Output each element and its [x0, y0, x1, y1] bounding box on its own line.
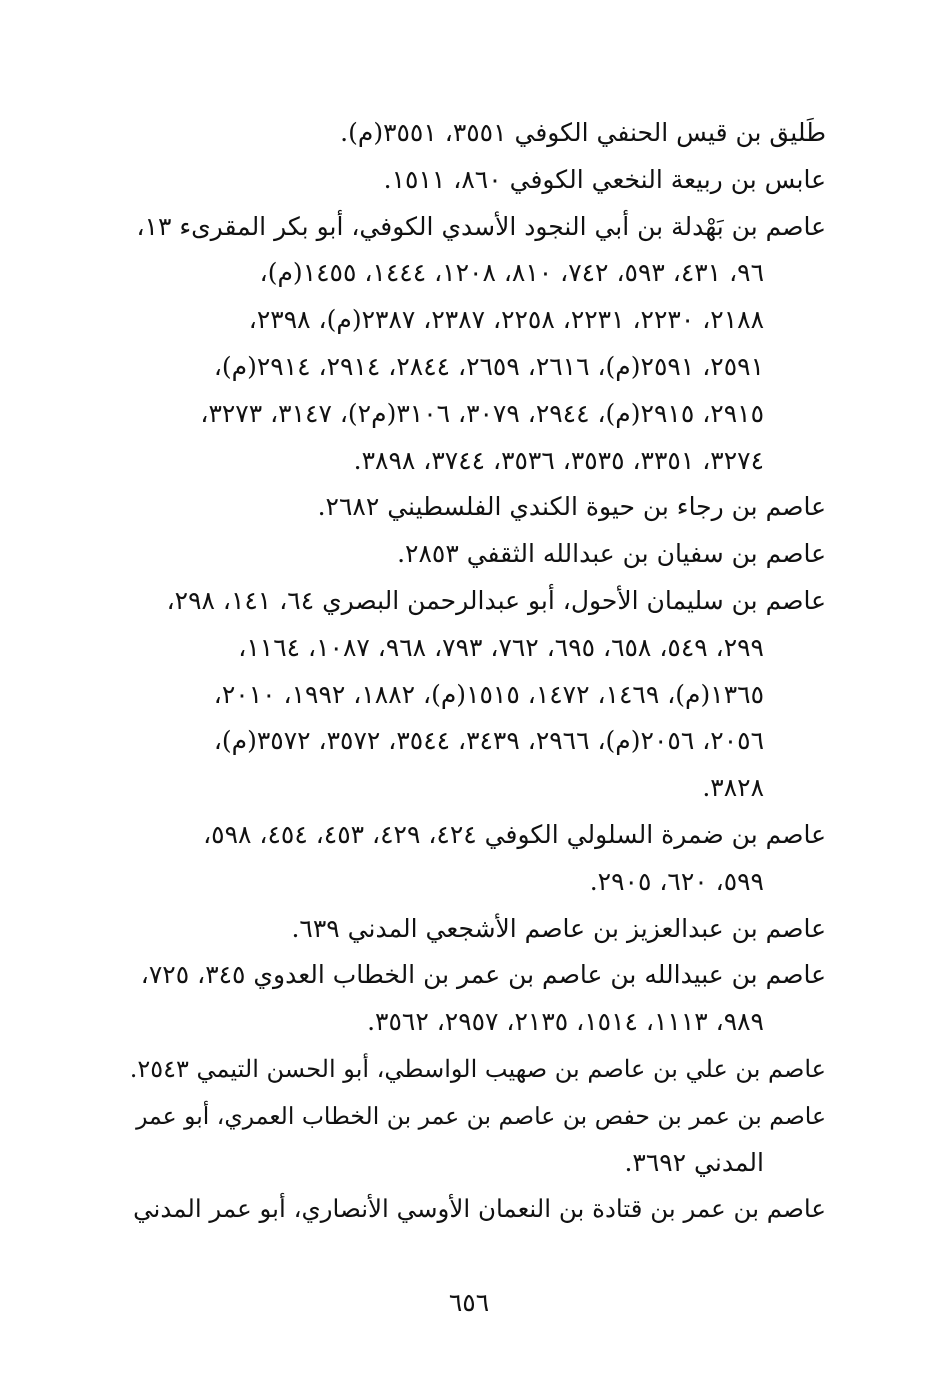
entry-name-line: عاصم بن عمر بن حفص بن عاصم بن عمر بن الخطاب العمري، أبو عمر: [136, 1101, 826, 1130]
entry-name-line: عاصم بن علي بن عاصم بن صهيب الواسطي، أبو الحسن التيمي ٢٥٤٣.: [129, 1054, 826, 1083]
index-entry: [126, 578, 826, 812]
entry-references-line: ٢٩١٥، ٢٩١٥(م)، ٢٩٤٤، ٣٠٧٩، ٣١٠٦(م٢)، ٣١٤٧، ٣٢٧٣،: [200, 398, 764, 428]
entry-name-line: عاصم بن رجاء بن حيوة الكندي الفلسطيني ٢٦٨٢.: [317, 492, 826, 522]
entry-references-line: ٢٥٩١، ٢٥٩١(م)، ٢٦١٦، ٢٦٥٩، ٢٨٤٤، ٢٩١٤، ٢٩١٤(م)،: [213, 351, 764, 381]
entry-name-line: عاصم بن سفيان بن عبدالله الثقفي ٢٨٥٣.: [397, 539, 826, 569]
entry-references-line: ٣٨٢٨.: [702, 773, 764, 803]
index-entry: [126, 1046, 826, 1093]
entry-references-line: ٢٩٩، ٥٤٩، ٦٥٨، ٦٩٥، ٧٦٢، ٧٩٣، ٩٦٨، ١٠٨٧، ١١٦٤،: [238, 632, 764, 662]
entry-name-line: عاصم بن عمر بن قتادة بن النعمان الأوسي الأنصاري، أبو عمر المدني: [133, 1194, 826, 1224]
entry-name-line: عاصم بن سليمان الأحول، أبو عبدالرحمن البصري ٦٤، ١٤١، ٢٩٨،: [166, 585, 826, 615]
index-entry: [126, 110, 826, 157]
entry-references-line: ٩٨٩، ١١١٣، ١٥١٤، ٢١٣٥، ٢٩٥٧، ٣٥٦٢.: [367, 1007, 764, 1037]
entry-name-line: عاصم بن عبيدالله بن عاصم بن عمر بن الخطاب العدوي ٣٤٥، ٧٢٥،: [140, 960, 826, 990]
narrator-index-list: [126, 110, 826, 1233]
index-entry: [126, 531, 826, 578]
index-entry: [126, 204, 826, 485]
index-entry: [126, 812, 826, 906]
index-entry: [126, 952, 826, 1046]
entry-references-line: ٩٦، ٤٣١، ٥٩٣، ٧٤٢، ٨١٠، ١٢٠٨، ١٤٤٤، ١٤٥٥(م)،: [259, 258, 764, 288]
entry-references-line: ٢٠٥٦، ٢٠٥٦(م)، ٢٩٦٦، ٣٤٣٩، ٣٥٤٤، ٣٥٧٢، ٣٥٧٢(م)،: [213, 726, 764, 756]
entry-name-line: عاصم بن عبدالعزيز بن عاصم الأشجعي المدني ٦٣٩.: [291, 913, 826, 943]
entry-references-line: ٥٩٩، ٦٢٠، ٢٩٠٥.: [589, 866, 764, 896]
entry-references-line: ٣٢٧٤، ٣٣٥١، ٣٥٣٥، ٣٥٣٦، ٣٧٤٤، ٣٨٩٨.: [353, 445, 764, 475]
entry-name-line: عاصم بن بَهْدلة بن أبي النجود الأسدي الكوفي، أبو بكر المقرىء ١٣،: [136, 211, 826, 241]
index-entry: [126, 1186, 826, 1233]
index-entry: [126, 157, 826, 204]
entry-name-line: عاصم بن ضمرة السلولي الكوفي ٤٢٤، ٤٢٩، ٤٥٣، ٤٥٤، ٥٩٨،: [203, 819, 826, 849]
entry-references-line: ١٣٦٥(م)، ١٤٦٩، ١٤٧٢، ١٥١٥(م)، ١٨٨٢، ١٩٩٢، ٢٠١٠،: [213, 679, 764, 709]
page-number: ٦٥٦: [448, 1288, 490, 1317]
entry-name-line: عابس بن ربيعة النخعي الكوفي ٨٦٠، ١٥١١.: [383, 164, 826, 194]
entry-references-line: المدني ٣٦٩٢.: [624, 1147, 764, 1177]
entry-name-line: طَليق بن قيس الحنفي الكوفي ٣٥٥١، ٣٥٥١(م).: [340, 118, 826, 147]
index-entry: [126, 1093, 826, 1187]
index-entry: [126, 484, 826, 531]
entry-references-line: ٢١٨٨، ٢٢٣٠، ٢٢٣١، ٢٢٥٨، ٢٣٨٧، ٢٣٨٧(م)، ٢٣٩٨،: [248, 305, 764, 335]
index-entry: [126, 906, 826, 953]
